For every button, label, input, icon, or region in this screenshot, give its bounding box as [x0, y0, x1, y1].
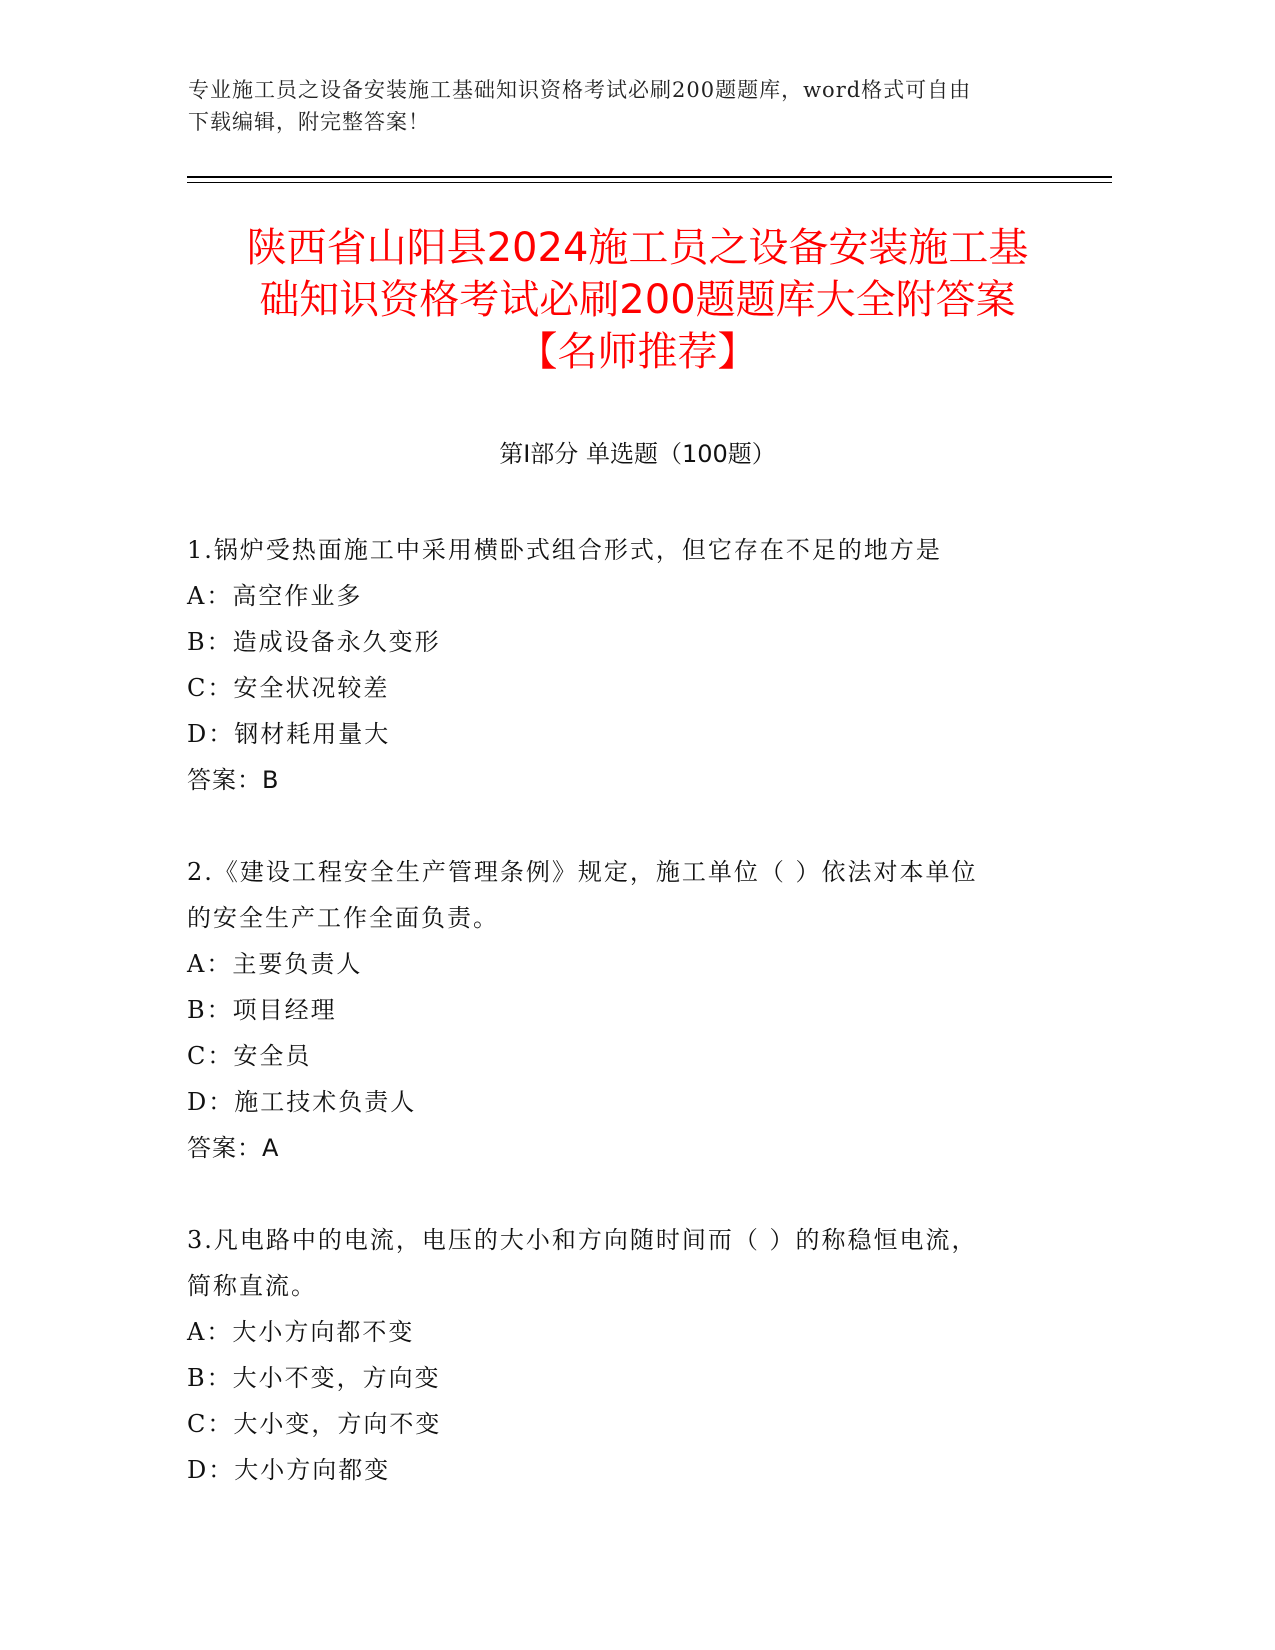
question-list — [187, 527, 1087, 1539]
answer: 答案：A — [187, 1134, 280, 1162]
option-d: D：大小方向都变 — [187, 1456, 391, 1484]
option-a: A：主要负责人 — [187, 950, 363, 978]
option-b: B：大小不变，方向变 — [187, 1364, 441, 1392]
question-2 — [187, 849, 1087, 1171]
question-stem: 2.《建设工程安全生产管理条例》规定，施工单位（ ）依法对本单位 — [187, 858, 978, 886]
option-b: B：造成设备永久变形 — [187, 628, 441, 656]
option-a: A：高空作业多 — [187, 582, 363, 610]
document-title-line-3: 【名师推荐】 — [517, 329, 758, 375]
header-note-line-1: 专业施工员之设备安装施工基础知识资格考试必刷200题题库，word格式可自由 — [188, 78, 972, 102]
header-rule-thin — [187, 182, 1112, 183]
section-title: 第Ⅰ部分 单选题（100题） — [499, 440, 776, 468]
document-title — [140, 222, 1135, 378]
option-a: A：大小方向都不变 — [187, 1318, 415, 1346]
document-title-line-2: 础知识资格考试必刷200题题库大全附答案 — [259, 277, 1016, 323]
option-d: D：钢材耗用量大 — [187, 720, 391, 748]
header-rule-thick — [187, 176, 1112, 178]
question-stem: 3.凡电路中的电流，电压的大小和方向随时间而（ ）的称稳恒电流， — [187, 1226, 978, 1254]
option-b: B：项目经理 — [187, 996, 337, 1024]
question-3 — [187, 1217, 1087, 1493]
header-note-line-2: 下载编辑，附完整答案！ — [188, 110, 430, 134]
document-title-line-1: 陕西省山阳县2024施工员之设备安装施工基 — [246, 225, 1029, 271]
option-d: D：施工技术负责人 — [187, 1088, 417, 1116]
question-1 — [187, 527, 1087, 803]
option-c: C：大小变，方向不变 — [187, 1410, 442, 1438]
option-c: C：安全员 — [187, 1042, 312, 1070]
header-note — [188, 74, 1088, 138]
question-stem-continued: 的安全生产工作全面负责。 — [187, 904, 499, 932]
option-c: C：安全状况较差 — [187, 674, 390, 702]
question-stem-continued: 简称直流。 — [187, 1272, 317, 1300]
question-stem: 1.锅炉受热面施工中采用横卧式组合形式，但它存在不足的地方是 — [187, 536, 942, 564]
answer: 答案：B — [187, 766, 280, 794]
